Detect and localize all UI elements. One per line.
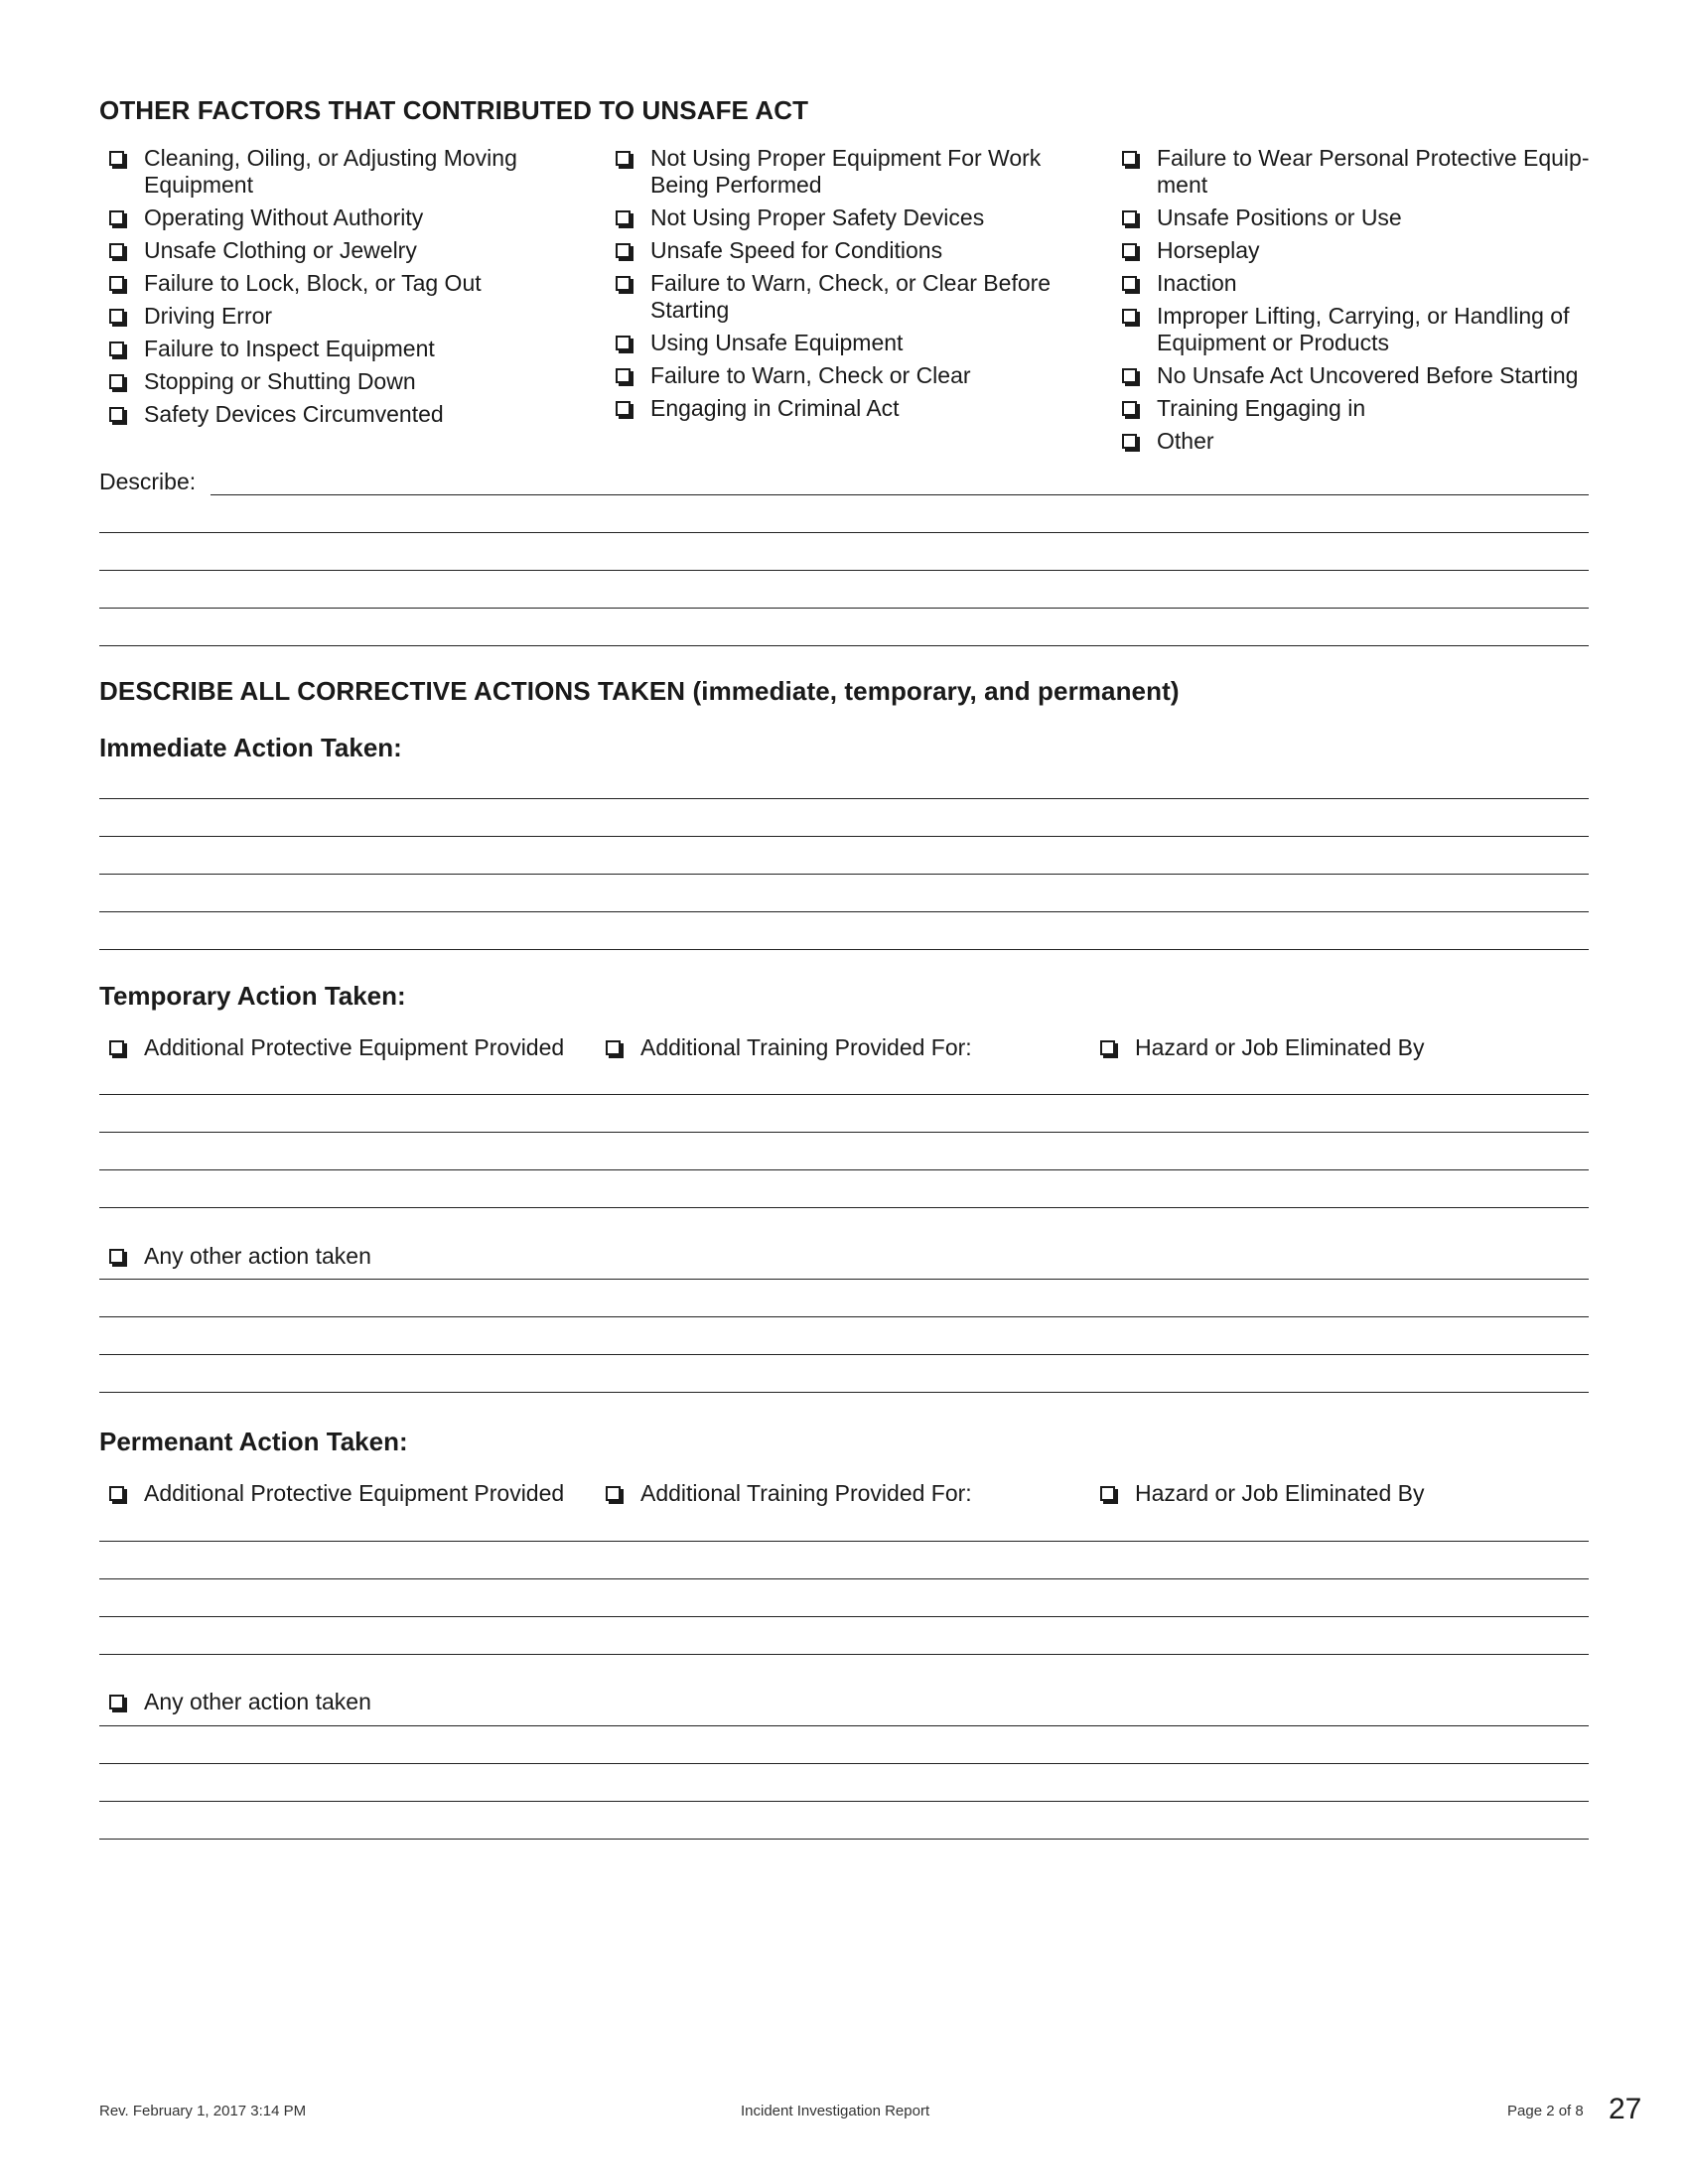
checkbox[interactable]: [1122, 434, 1137, 449]
checkbox[interactable]: [109, 374, 124, 389]
checkbox[interactable]: [109, 210, 124, 225]
permanent-action-line[interactable]: [99, 1616, 1589, 1617]
temporary-action-line[interactable]: [99, 1094, 1589, 1095]
immediate-action-line[interactable]: [99, 798, 1589, 799]
temporary-other-line[interactable]: [99, 1392, 1589, 1393]
permanent-other-line[interactable]: [99, 1725, 1589, 1726]
checkbox-item[interactable]: Operating Without Authority: [109, 205, 586, 231]
unsafe-act-heading: OTHER FACTORS THAT CONTRIBUTED TO UNSAFE ACT: [99, 95, 809, 125]
immediate-action-line[interactable]: [99, 911, 1589, 912]
immediate-action-line[interactable]: [99, 949, 1589, 950]
checkbox[interactable]: [616, 210, 631, 225]
footer-page-of: Page 2 of 8: [1507, 2103, 1584, 2119]
checkbox-item[interactable]: Improper Lifting, Carrying, or Handling of Equipment or Products: [1122, 303, 1609, 356]
describe-input-line[interactable]: [99, 532, 1589, 533]
checkbox[interactable]: [616, 151, 631, 166]
corrective-actions-heading: DESCRIBE ALL CORRECTIVE ACTIONS TAKEN (immediate, temporary, and permanent): [99, 676, 1180, 706]
checkbox-item[interactable]: Failure to Inspect Equipment: [109, 336, 586, 362]
immediate-action-label: Immediate Action Taken:: [99, 733, 402, 762]
checkbox-item[interactable]: Engaging in Criminal Act: [616, 395, 1092, 422]
checkbox-item[interactable]: Unsafe Positions or Use: [1122, 205, 1609, 231]
checkbox[interactable]: [616, 243, 631, 258]
checkbox-item[interactable]: Stopping or Shutting Down: [109, 368, 586, 395]
checkbox-item[interactable]: Failure to Wear Personal Protective Equip-ment: [1122, 145, 1609, 199]
checkbox[interactable]: [109, 151, 124, 166]
checkbox-item[interactable]: Inaction: [1122, 270, 1609, 297]
footer-document-title: Incident Investigation Report: [741, 2103, 930, 2119]
checkbox[interactable]: [109, 1486, 124, 1501]
permanent-training-option[interactable]: Additional Training Provided For:: [606, 1480, 972, 1507]
checkbox[interactable]: [1122, 151, 1137, 166]
describe-input-line[interactable]: [99, 645, 1589, 646]
temporary-action-line[interactable]: [99, 1132, 1589, 1133]
checkbox[interactable]: [109, 1249, 124, 1264]
checkbox[interactable]: [616, 368, 631, 383]
permanent-action-line[interactable]: [99, 1578, 1589, 1579]
checkbox[interactable]: [1122, 210, 1137, 225]
checkbox[interactable]: [616, 276, 631, 291]
describe-input-line[interactable]: [211, 494, 1589, 495]
temporary-ppe-option[interactable]: Additional Protective Equipment Provided: [109, 1034, 564, 1061]
checkbox-item[interactable]: Failure to Warn, Check or Clear: [616, 362, 1092, 389]
checkbox[interactable]: [1100, 1040, 1115, 1055]
permanent-other-line[interactable]: [99, 1763, 1589, 1764]
unsafe-act-column-1: [109, 145, 586, 434]
checkbox[interactable]: [616, 336, 631, 350]
checkbox[interactable]: [1122, 276, 1137, 291]
checkbox-item[interactable]: Unsafe Clothing or Jewelry: [109, 237, 586, 264]
checkbox-item[interactable]: Driving Error: [109, 303, 586, 330]
temporary-hazard-option[interactable]: Hazard or Job Eliminated By: [1100, 1034, 1424, 1061]
immediate-action-line[interactable]: [99, 874, 1589, 875]
checkbox[interactable]: [109, 243, 124, 258]
checkbox-item[interactable]: Unsafe Speed for Conditions: [616, 237, 1092, 264]
checkbox-item[interactable]: Failure to Warn, Check, or Clear Before Starting: [616, 270, 1092, 324]
checkbox[interactable]: [109, 341, 124, 356]
checkbox[interactable]: [1100, 1486, 1115, 1501]
temporary-other-action-option[interactable]: Any other action taken: [109, 1243, 371, 1270]
checkbox[interactable]: [1122, 243, 1137, 258]
checkbox[interactable]: [109, 1695, 124, 1709]
permanent-options-row: [109, 1480, 1599, 1510]
footer-revision: Rev. February 1, 2017 3:14 PM: [99, 2103, 307, 2119]
temporary-action-label: Temporary Action Taken:: [99, 981, 406, 1011]
temporary-other-line[interactable]: [99, 1316, 1589, 1317]
checkbox[interactable]: [1122, 368, 1137, 383]
temporary-options-row: [109, 1034, 1599, 1064]
temporary-other-line[interactable]: [99, 1354, 1589, 1355]
permanent-other-action-option[interactable]: Any other action taken: [109, 1689, 371, 1715]
permanent-action-label: Permenant Action Taken:: [99, 1427, 408, 1456]
checkbox-item[interactable]: Using Unsafe Equipment: [616, 330, 1092, 356]
permanent-other-line[interactable]: [99, 1801, 1589, 1802]
checkbox-item[interactable]: Horseplay: [1122, 237, 1609, 264]
temporary-action-line[interactable]: [99, 1207, 1589, 1208]
checkbox-item[interactable]: Not Using Proper Equipment For Work Being Performed: [616, 145, 1092, 199]
checkbox[interactable]: [1122, 401, 1137, 416]
checkbox-item[interactable]: Not Using Proper Safety Devices: [616, 205, 1092, 231]
checkbox[interactable]: [616, 401, 631, 416]
checkbox[interactable]: [109, 276, 124, 291]
permanent-action-line[interactable]: [99, 1541, 1589, 1542]
checkbox-item[interactable]: No Unsafe Act Uncovered Before Starting: [1122, 362, 1609, 389]
temporary-other-line[interactable]: [99, 1279, 1589, 1280]
checkbox[interactable]: [1122, 309, 1137, 324]
checkbox-item[interactable]: Failure to Lock, Block, or Tag Out: [109, 270, 586, 297]
unsafe-act-column-2: [616, 145, 1092, 428]
checkbox[interactable]: [109, 309, 124, 324]
permanent-ppe-option[interactable]: Additional Protective Equipment Provided: [109, 1480, 564, 1507]
permanent-other-line[interactable]: [99, 1839, 1589, 1840]
temporary-action-line[interactable]: [99, 1169, 1589, 1170]
checkbox-item[interactable]: Other: [1122, 428, 1609, 455]
permanent-action-line[interactable]: [99, 1654, 1589, 1655]
checkbox[interactable]: [606, 1040, 621, 1055]
checkbox-item[interactable]: Training Engaging in: [1122, 395, 1609, 422]
immediate-action-line[interactable]: [99, 836, 1589, 837]
temporary-other-row: [109, 1243, 1599, 1273]
describe-input-line[interactable]: [99, 570, 1589, 571]
unsafe-act-column-3: [1122, 145, 1609, 461]
checkbox-item[interactable]: Safety Devices Circumvented: [109, 401, 586, 428]
permanent-other-row: [109, 1689, 1599, 1718]
page-number: 27: [1609, 2093, 1642, 2125]
describe-label: Describe:: [99, 469, 197, 494]
checkbox[interactable]: [109, 407, 124, 422]
checkbox-item[interactable]: Cleaning, Oiling, or Adjusting Moving Equipment: [109, 145, 586, 199]
temporary-training-option[interactable]: Additional Training Provided For:: [606, 1034, 972, 1061]
checkbox[interactable]: [606, 1486, 621, 1501]
describe-input-line[interactable]: [99, 608, 1589, 609]
permanent-hazard-option[interactable]: Hazard or Job Eliminated By: [1100, 1480, 1424, 1507]
checkbox[interactable]: [109, 1040, 124, 1055]
